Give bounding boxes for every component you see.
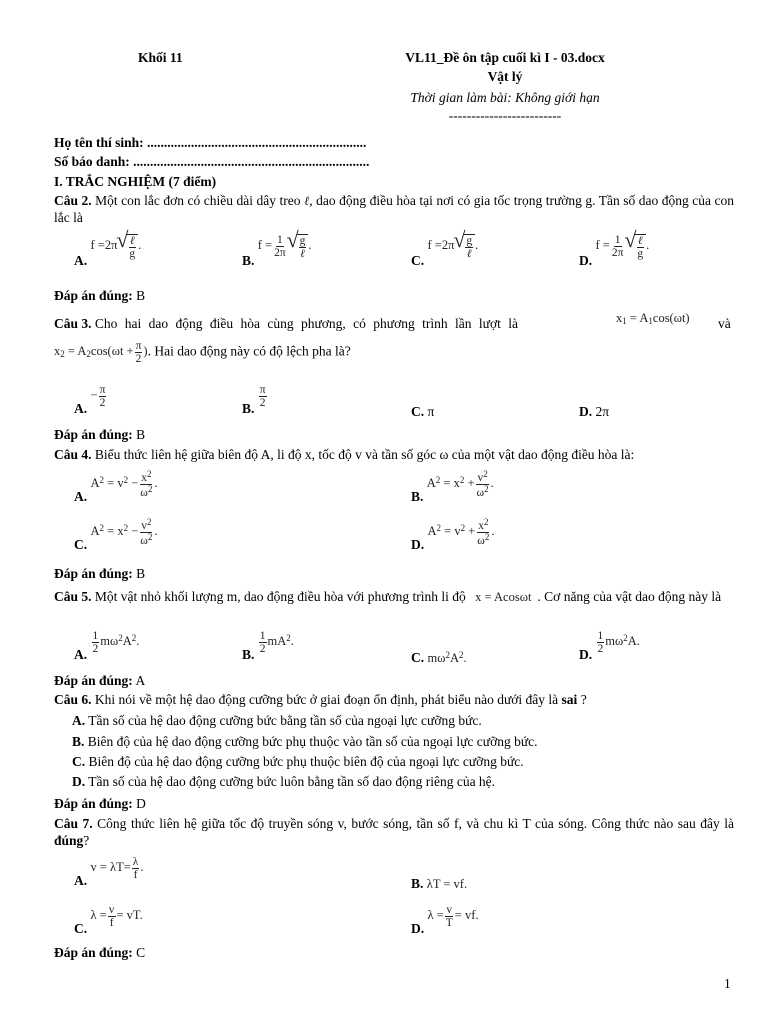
q4-answer: Đáp án đúng: B <box>54 566 146 581</box>
q3-line2: $x_2 = A_2\cos(\omega t$ + $\frac{\pi}{2}$ ). Hai dao động này có độ lệch pha là? <box>54 340 351 366</box>
formula-d: f = $\frac{1}{2\pi}$ √ $\frac{\text{ℓ}}{g}$ . <box>596 238 650 252</box>
page-number: 1 <box>724 976 731 991</box>
q7-option-c[interactable]: C. λ = $\frac{v}{f}$ = vT. <box>74 904 143 937</box>
student-id-field: Số báo danh: ...................................................................... <box>54 154 370 169</box>
q6-option-a[interactable]: A. Tần số của hệ dao động cưỡng bức bằng tần số của ngoại lực cưỡng bức. <box>72 713 482 728</box>
question-7: Câu 7. Công thức liên hệ giữa tốc độ truyền sóng v, bước sóng, tần số f, và chu kì T của sóng. Công thức nào sau đây là đúng? <box>54 816 734 848</box>
q2-option-b[interactable]: B. f = $\frac{1}{2\pi}$ √ $\frac{g}{\text{ℓ}}$ . <box>242 233 312 260</box>
q5-option-c[interactable]: C. $m\omega^2A^2$. <box>411 650 467 665</box>
q7-option-d[interactable]: D. λ = $\frac{v}{T}$ = vf. <box>411 904 479 937</box>
formula-a: f =2π √ $\frac{\text{ℓ}}{g}$ . <box>91 238 142 252</box>
length-symbol: ℓ <box>303 194 310 208</box>
grade-label: Khối 11 <box>138 50 183 65</box>
q7-option-b[interactable]: B. λT = vf. <box>411 876 468 891</box>
q6-answer: Đáp án đúng: D <box>54 796 146 811</box>
q2-option-a[interactable]: A. f =2π √ $\frac{\text{ℓ}}{g}$ . <box>74 233 141 260</box>
q3-option-c[interactable]: C. π <box>411 404 435 419</box>
q5-answer: Đáp án đúng: A <box>54 673 146 688</box>
question-2: Câu 2. Một con lắc đơn có chiều dài dây treo ℓ, dao động điều hòa tại nơi có gia tốc trọng trường g. Tần số dao động của con lắc là <box>54 193 735 225</box>
question-6: Câu 6. Khi nói về một hệ dao động cưỡng bức ở giai đoạn ổn định, phát biểu nào dưới đây là sai ? <box>54 692 587 707</box>
question-5: Câu 5. Một vật nhỏ khối lượng m, dao động điều hòa với phương trình li độ x = Acosωt . Cơ năng của vật dao động này là <box>54 589 722 604</box>
q7-answer: Đáp án đúng: C <box>54 945 146 960</box>
question-2-label: Câu 2. <box>54 193 92 208</box>
q5-equation: x = Acosωt <box>475 590 532 604</box>
formula-c: f =2π √ $\frac{g}{\text{ℓ}}$ . <box>428 238 479 252</box>
q5-option-a[interactable]: A. $\frac{1}{2}$ $m\omega^2A^2$. <box>74 630 140 663</box>
q4-option-b[interactable]: B. $A^2 = x^2$ + $\frac{v^2}{\omega^2}$ . <box>411 469 494 505</box>
question-3: Câu 3. Cho hai dao động điều hòa cùng phương, có phương trình lần lượt là <box>54 316 518 331</box>
q3-and: và <box>718 316 731 331</box>
student-name-field: Họ tên thí sinh: ................................................................. <box>54 135 367 150</box>
q5-option-d[interactable]: D. $\frac{1}{2}$ $m\omega^2A$. <box>579 630 640 663</box>
header-divider: ------------------------- <box>448 108 562 123</box>
document-filename: VL11_Đề ôn tập cuối kì I - 03.docx <box>405 50 605 65</box>
q2-option-d[interactable]: D. f = $\frac{1}{2\pi}$ √ $\frac{\text{ℓ}}{g}$ . <box>579 233 649 260</box>
q3-answer: Đáp án đúng: B <box>54 427 146 442</box>
formula-b: f = $\frac{1}{2\pi}$ √ $\frac{g}{\text{ℓ}}$ . <box>258 238 312 252</box>
q5-option-b[interactable]: B. $\frac{1}{2}$ $mA^2$. <box>242 630 294 663</box>
exam-time: Thời gian làm bài: Không giới hạn <box>410 90 600 105</box>
q3-equation-x1: $x_1 = A_1\cos(\omega t)$ <box>616 311 690 326</box>
q3-equation-x2: $x_2 = A_2\cos(\omega t$ + $\frac{\pi}{2}$ ) <box>54 340 148 366</box>
q2-option-c[interactable]: C. f =2π √ $\frac{g}{\text{ℓ}}$ . <box>411 233 478 260</box>
q6-option-b[interactable]: B. Biên độ của hệ dao động cưỡng bức phụ thuộc vào tần số của ngoại lực cưỡng bức. <box>72 734 538 749</box>
subject-label: Vật lý <box>487 69 523 84</box>
q3-option-b[interactable]: B. $\frac{\pi}{2}$ <box>242 384 266 417</box>
q2-answer: Đáp án đúng: B <box>54 288 146 303</box>
q4-option-c[interactable]: C. $A^2 = x^2$ − $\frac{v^2}{\omega^2}$ . <box>74 517 158 553</box>
section-title: I. TRẮC NGHIỆM (7 điểm) <box>54 174 217 189</box>
q4-option-a[interactable]: A. $A^2 = v^2$ − $\frac{x^2}{\omega^2}$ . <box>74 469 158 505</box>
q3-option-d[interactable]: D. 2π <box>579 404 610 419</box>
question-4: Câu 4. Biểu thức liên hệ giữa biên độ A, li độ x, tốc độ v và tần số góc ω của một vật dao động điều hòa là: <box>54 447 635 462</box>
q3-option-a[interactable]: A. − $\frac{\pi}{2}$ <box>74 384 106 417</box>
q4-option-d[interactable]: D. $A^2 = v^2$ + $\frac{x^2}{\omega^2}$ . <box>411 517 495 553</box>
q7-option-a[interactable]: A. v = λT= $\frac{\lambda}{f}$ . <box>74 856 144 889</box>
q6-option-c[interactable]: C. Biên độ của hệ dao động cưỡng bức phụ thuộc biên độ của ngoại lực cưỡng bức. <box>72 754 524 769</box>
q6-option-d[interactable]: D. Tần số của hệ dao động cưỡng bức luôn bằng tần số dao động riêng của hệ. <box>72 774 496 789</box>
